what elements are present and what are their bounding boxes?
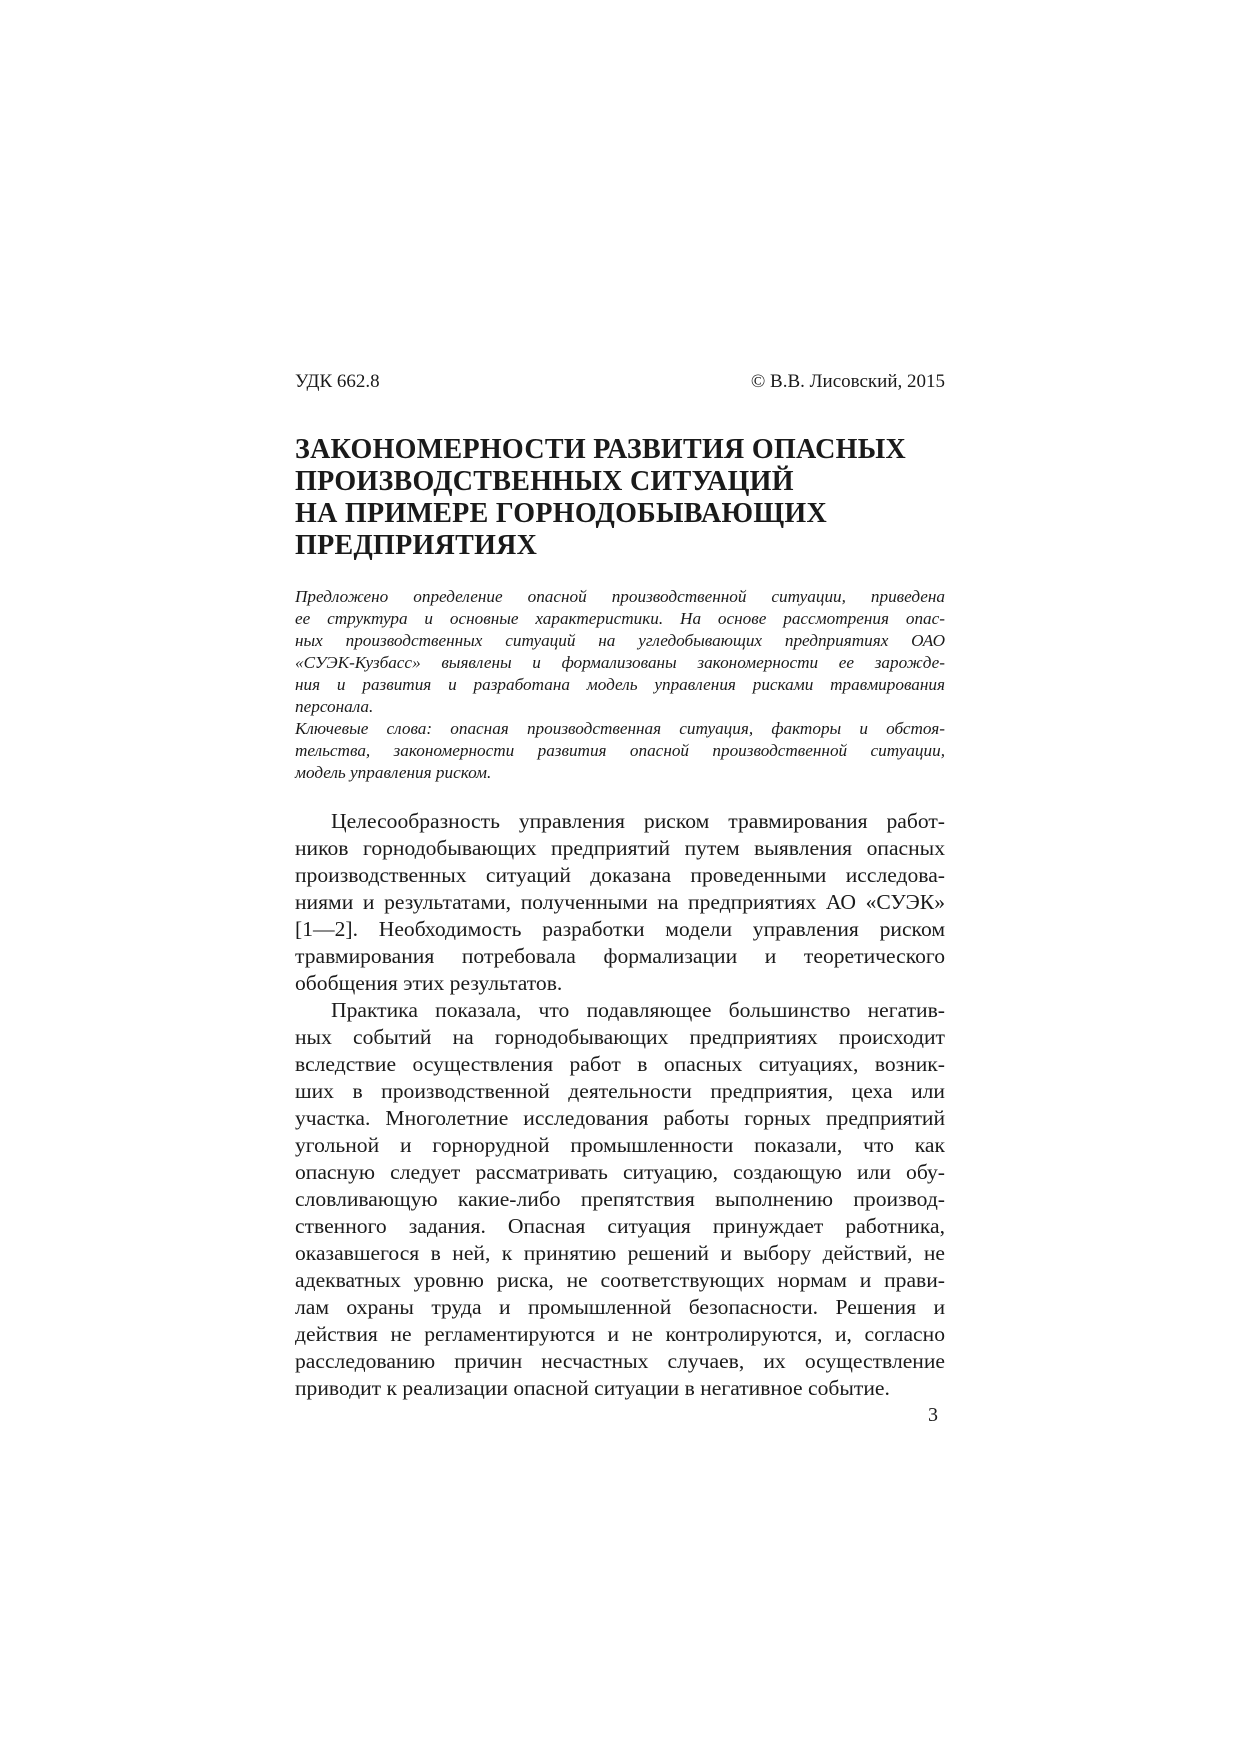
body-line: участка. Многолетние исследования работы горных предприятий [295, 1106, 945, 1130]
title-line: ПРОИЗВОДСТВЕННЫХ СИТУАЦИЙ [295, 466, 794, 497]
paragraph-2 [295, 997, 945, 1402]
article-title [295, 434, 945, 562]
title-line: ПРЕДПРИЯТИЯХ [295, 530, 538, 561]
body-line: словливающую какие-либо препятствия выполнению производ- [295, 1187, 945, 1211]
abstract-line: ных производственных ситуаций на угледобывающих предприятиях ОАО [295, 631, 945, 650]
article-body [295, 808, 945, 1402]
abstract-line: ее структура и основные характеристики. На основе рассмотрения опас- [295, 609, 945, 628]
body-line: [1—2]. Необходимость разработки модели управления риском [295, 917, 945, 941]
body-line: угольной и горнорудной промышленности показали, что как [295, 1133, 945, 1157]
page-number: 3 [928, 1404, 938, 1426]
body-line: действия не регламентируются и не контролируются, и, согласно [295, 1322, 945, 1346]
keywords-line: тельства, закономерности развития опасной производственной ситуации, [295, 741, 945, 760]
body-line: оказавшегося в ней, к принятию решений и выбору действий, не [295, 1241, 945, 1265]
body-line: производственных ситуаций доказана проведенными исследова- [295, 863, 945, 887]
body-line: приводит к реализации опасной ситуации в негативное событие. [295, 1376, 890, 1400]
body-line: ниями и результатами, полученными на предприятиях АО «СУЭК» [295, 890, 945, 914]
copyright-notice: © В.В. Лисовский, 2015 [750, 371, 945, 392]
keywords-line: Ключевые слова: опасная производственная ситуация, факторы и обстоя- [295, 719, 945, 738]
paragraph-1 [295, 808, 945, 997]
abstract-line: «СУЭК-Кузбасс» выявлены и формализованы закономерности ее зарожде- [295, 653, 945, 672]
body-line: адекватных уровню риска, не соответствующих нормам и прави- [295, 1268, 945, 1292]
body-line: опасную следует рассматривать ситуацию, создающую или обу- [295, 1160, 945, 1184]
body-line: травмирования потребовала формализации и теоретического [295, 944, 945, 968]
abstract [295, 586, 945, 784]
body-line: ственного задания. Опасная ситуация принуждает работника, [295, 1214, 945, 1238]
abstract-line: ния и развития и разработана модель управления рисками травмирования [295, 675, 945, 694]
body-line: ников горнодобывающих предприятий путем выявления опасных [295, 836, 945, 860]
body-line: Практика показала, что подавляющее большинство негатив- [331, 998, 945, 1022]
body-line: Целесообразность управления риском травмирования работ- [331, 809, 945, 833]
abstract-line: Предложено определение опасной производственной ситуации, приведена [295, 587, 945, 606]
page-content [295, 370, 945, 1402]
title-line: ЗАКОНОМЕРНОСТИ РАЗВИТИЯ ОПАСНЫХ [295, 434, 907, 465]
body-line: обобщения этих результатов. [295, 971, 563, 995]
body-line: расследованию причин несчастных случаев, их осуществление [295, 1349, 945, 1373]
keywords-line: модель управления риском. [295, 763, 492, 782]
body-line: ных событий на горнодобывающих предприятиях происходит [295, 1025, 945, 1049]
body-line: лам охраны труда и промышленной безопасности. Решения и [295, 1295, 945, 1319]
body-line: вследствие осуществления работ в опасных ситуациях, возник- [295, 1052, 945, 1076]
body-line: ших в производственной деятельности предприятия, цеха или [295, 1079, 945, 1103]
abstract-line: персонала. [295, 697, 374, 716]
title-line: НА ПРИМЕРЕ ГОРНОДОБЫВАЮЩИХ [295, 498, 827, 529]
udk-code: УДК 662.8 [295, 371, 380, 392]
article-header [295, 370, 945, 394]
